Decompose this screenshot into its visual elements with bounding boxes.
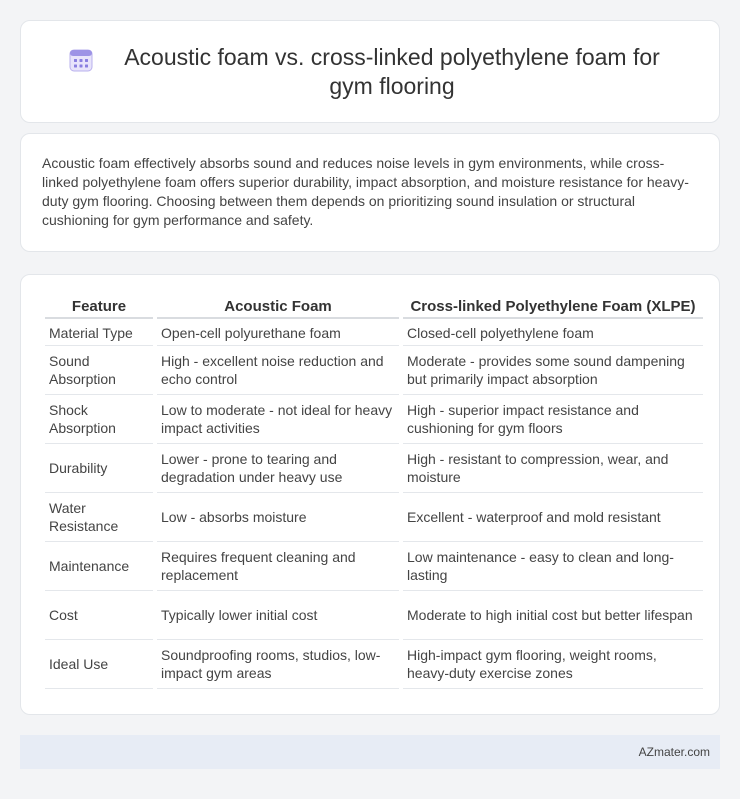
comparison-table bbox=[41, 295, 707, 689]
table-row bbox=[45, 346, 703, 395]
feature-cell: Shock Absorption bbox=[45, 395, 153, 444]
acoustic-cell: Soundproofing rooms, studios, low-impact gym areas bbox=[157, 640, 399, 689]
table-row bbox=[45, 591, 703, 640]
column-header-feature: Feature bbox=[45, 295, 153, 319]
table-header-row bbox=[45, 295, 703, 319]
feature-cell: Sound Absorption bbox=[45, 346, 153, 395]
xlpe-cell: Moderate - provides some sound dampening but primarily impact absorption bbox=[403, 346, 703, 395]
feature-cell: Ideal Use bbox=[45, 640, 153, 689]
feature-cell: Cost bbox=[45, 591, 153, 640]
table-row bbox=[45, 640, 703, 689]
acoustic-cell: Open-cell polyurethane foam bbox=[157, 319, 399, 346]
xlpe-cell: Low maintenance - easy to clean and long-lasting bbox=[403, 542, 703, 591]
feature-cell: Water Resistance bbox=[45, 493, 153, 542]
column-header-xlpe: Cross-linked Polyethylene Foam (XLPE) bbox=[403, 295, 703, 319]
acoustic-cell: Typically lower initial cost bbox=[157, 591, 399, 640]
comparison-table-card bbox=[20, 274, 720, 715]
calendar-icon bbox=[68, 47, 94, 73]
column-header-acoustic-foam: Acoustic Foam bbox=[157, 295, 399, 319]
footer bbox=[20, 735, 720, 769]
table-row bbox=[45, 319, 703, 346]
footer-brand[interactable]: AZmater.com bbox=[638, 745, 710, 759]
page-title: Acoustic foam vs. cross-linked polyethylene foam for gym flooring bbox=[124, 43, 660, 99]
feature-cell: Maintenance bbox=[45, 542, 153, 591]
feature-cell: Material Type bbox=[45, 319, 153, 346]
summary-card bbox=[20, 133, 720, 252]
table-row bbox=[45, 493, 703, 542]
xlpe-cell: Closed-cell polyethylene foam bbox=[403, 319, 703, 346]
xlpe-cell: High - superior impact resistance and cushioning for gym floors bbox=[403, 395, 703, 444]
xlpe-cell: Moderate to high initial cost but better lifespan bbox=[403, 591, 703, 640]
table-row bbox=[45, 444, 703, 493]
acoustic-cell: Low to moderate - not ideal for heavy impact activities bbox=[157, 395, 399, 444]
acoustic-cell: Lower - prone to tearing and degradation under heavy use bbox=[157, 444, 399, 493]
title-card bbox=[20, 20, 720, 123]
table-row bbox=[45, 395, 703, 444]
feature-cell: Durability bbox=[45, 444, 153, 493]
summary-text: Acoustic foam effectively absorbs sound and reduces noise levels in gym environments, while cross-linked polyethylene foam offers superior durability, impact absorption, and moisture resistance for heavy-duty gym flooring. Choosing between them depends on prioritizing sound insulation or structural cushioning for gym performance and safety. bbox=[42, 155, 689, 228]
acoustic-cell: High - excellent noise reduction and echo control bbox=[157, 346, 399, 395]
xlpe-cell: Excellent - waterproof and mold resistant bbox=[403, 493, 703, 542]
xlpe-cell: High - resistant to compression, wear, and moisture bbox=[403, 444, 703, 493]
xlpe-cell: High-impact gym flooring, weight rooms, heavy-duty exercise zones bbox=[403, 640, 703, 689]
acoustic-cell: Low - absorbs moisture bbox=[157, 493, 399, 542]
acoustic-cell: Requires frequent cleaning and replacement bbox=[157, 542, 399, 591]
table-row bbox=[45, 542, 703, 591]
title-wrap bbox=[41, 43, 699, 101]
